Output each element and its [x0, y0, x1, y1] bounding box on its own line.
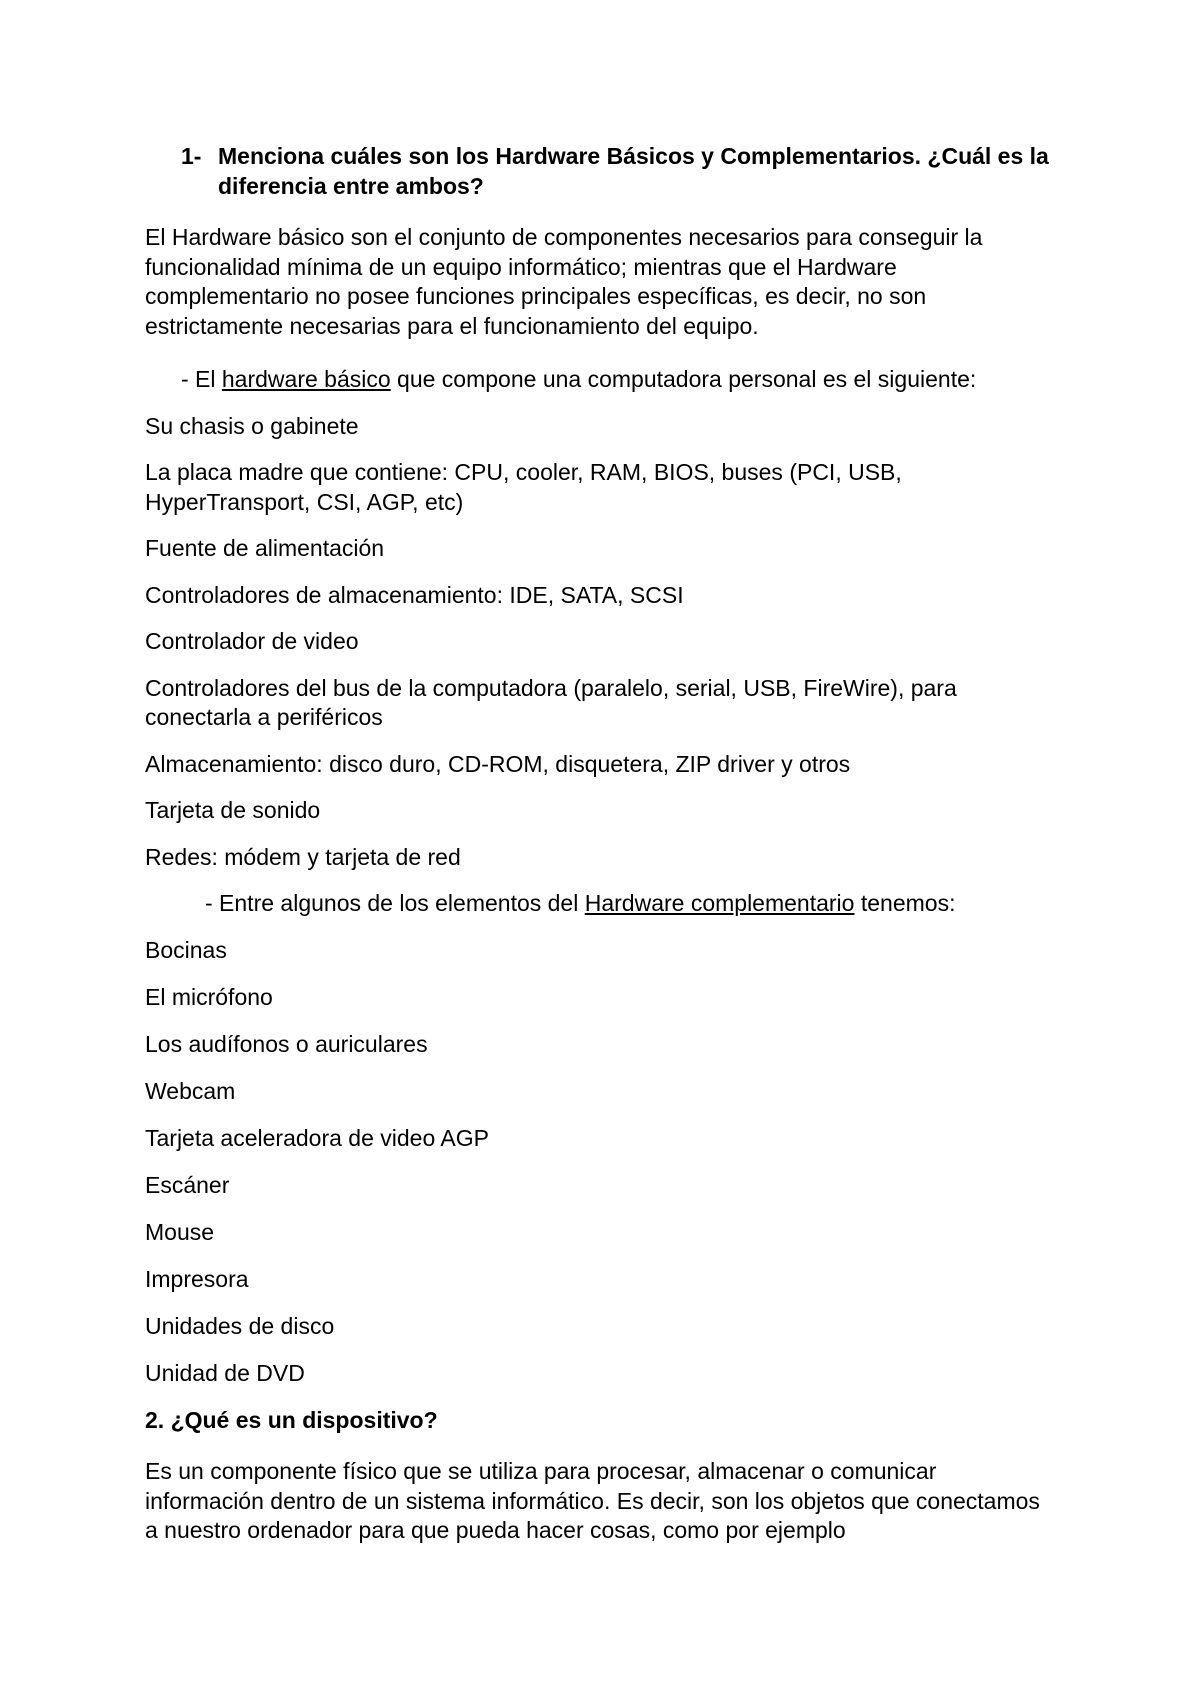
list-item: Tarjeta de sonido	[145, 797, 321, 823]
basic-hardware-list	[145, 412, 1055, 873]
list-item: Controladores del bus de la computadora (paralelo, serial, USB, FireWire), para conectarla a periféricos	[145, 674, 957, 730]
list-item: Controladores de almacenamiento: IDE, SATA, SCSI	[145, 581, 684, 608]
list-item: La placa madre que contiene: CPU, cooler, RAM, BIOS, buses (PCI, USB, HyperTransport, CSI, AGP, etc)	[145, 459, 902, 515]
list-item: Controlador de video	[145, 628, 359, 654]
list-item: Su chasis o gabinete	[145, 412, 359, 439]
question-1-number: 1-	[181, 143, 202, 169]
basic-intro-prefix: - El	[181, 366, 222, 392]
list-item: El micrófono	[145, 983, 273, 1010]
list-item: Redes: módem y tarjeta de red	[145, 843, 461, 870]
list-item: Tarjeta aceleradora de video AGP	[145, 1124, 489, 1151]
complementary-hardware-list	[145, 936, 1055, 1389]
list-item: Unidades de disco	[145, 1312, 335, 1339]
list-item: Mouse	[145, 1218, 215, 1245]
list-item: Escáner	[145, 1171, 230, 1198]
question-2-heading: 2. ¿Qué es un dispositivo?	[145, 1406, 438, 1433]
answer-2-paragraph: Es un componente físico que se utiliza para procesar, almacenar o comunicar información dentro de un sistema informático. Es decir, son los objetos que conectamos a nuestro ordenador para que pueda hacer cosas, como por ejemplo	[145, 1458, 1040, 1543]
question-1-heading	[145, 142, 1055, 201]
list-item: Bocinas	[145, 936, 227, 963]
list-item: Almacenamiento: disco duro, CD-ROM, disquetera, ZIP driver y otros	[145, 750, 851, 777]
list-item: Webcam	[145, 1077, 236, 1104]
list-item: Unidad de DVD	[145, 1359, 305, 1386]
document-page	[145, 142, 1055, 1570]
complementary-hardware-underlined: Hardware complementario	[584, 890, 855, 916]
basic-intro-suffix: que compone una computadora personal es el siguiente:	[390, 366, 977, 392]
complementary-intro-suffix: tenemos:	[854, 890, 956, 916]
basic-hardware-intro	[181, 365, 1055, 395]
complementary-intro-prefix: - Entre algunos de los elementos del	[205, 890, 585, 916]
list-item: Fuente de alimentación	[145, 535, 385, 561]
complementary-hardware-intro	[205, 889, 1055, 919]
question-1-text: Menciona cuáles son los Hardware Básicos y Complementarios. ¿Cuál es la diferencia entre ambos?	[218, 143, 1049, 199]
answer-1-paragraph: El Hardware básico son el conjunto de componentes necesarios para conseguir la funcionalidad mínima de un equipo informático; mientras que el Hardware complementario no posee funciones principales específicas, es decir, no son estrictamente necesarias para el funcionamiento del equipo.	[145, 224, 983, 339]
basic-hardware-underlined: hardware básico	[221, 366, 391, 392]
list-item: Los audífonos o auriculares	[145, 1030, 428, 1057]
list-item: Impresora	[145, 1265, 249, 1292]
